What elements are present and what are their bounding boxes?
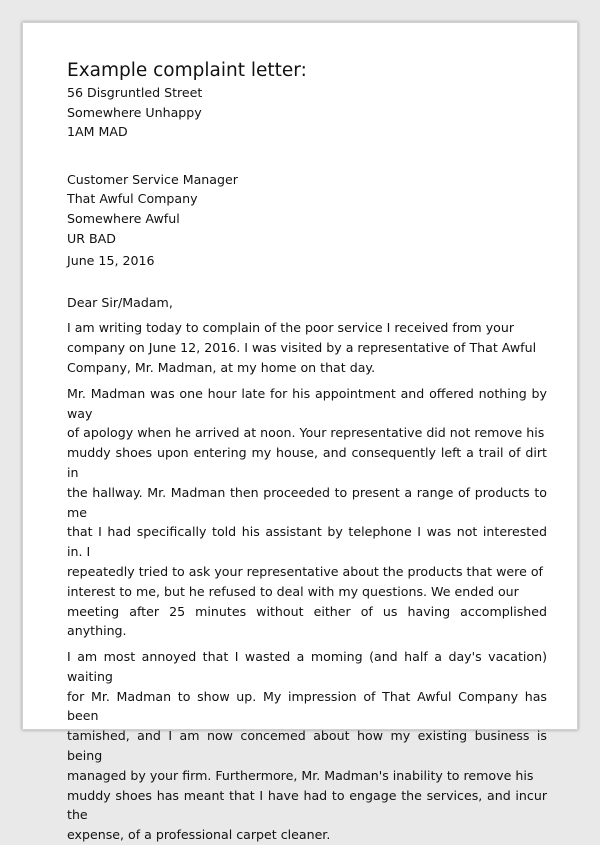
- paragraph-line: tamished, and I am now concemed about how my existing business is being: [67, 728, 547, 764]
- recipient-address-line: Somewhere Awful: [67, 210, 180, 226]
- paragraph-line: for Mr. Madman to show up. My impression of That Awful Company has been: [67, 688, 547, 724]
- recipient-address: [67, 170, 547, 248]
- paragraph-2: [67, 384, 547, 641]
- paragraph-line: of apology when he arrived at noon. Your representative did not remove his: [67, 425, 545, 441]
- letter-title: Example complaint letter:: [67, 60, 307, 81]
- paragraph-line: I am most annoyed that I wasted a moming (and half a day's vacation) waiting: [67, 649, 547, 684]
- paragraph-line: repeatedly tried to ask your representative about the products that were of: [67, 563, 543, 579]
- paragraph-1: [67, 318, 547, 377]
- paragraph-3: [67, 647, 547, 845]
- recipient-address-line: Customer Service Manager: [67, 171, 238, 187]
- sender-address-line: 56 Disgruntled Street: [67, 85, 203, 100]
- sender-address: [67, 83, 547, 142]
- paragraph-line: Company, Mr. Madman, at my home on that day.: [67, 359, 376, 375]
- sender-address-line: Somewhere Unhappy: [67, 104, 202, 120]
- salutation: Dear Sir/Madam,: [67, 294, 173, 310]
- sender-address-line: 1AM MAD: [67, 124, 128, 140]
- paragraph-line: the hallway. Mr. Madman then proceeded to present a range of products to me: [67, 484, 547, 520]
- recipient-address-line: UR BAD: [67, 230, 116, 246]
- recipient-address-line: That Awful Company: [67, 191, 198, 207]
- paragraph-line: muddy shoes has meant that I have had to engage the services, and incur the: [67, 787, 547, 823]
- paragraph-line: company on June 12, 2016. I was visited by a representative of That Awful: [67, 340, 537, 356]
- document-page: [22, 22, 578, 843]
- paragraph-line: Mr. Madman was one hour late for his appointment and offered nothing by way: [67, 385, 547, 421]
- paragraph-line: that I had specifically told his assistant by telephone I was not interested in. I: [67, 524, 547, 560]
- letter-date: June 15, 2016: [67, 253, 155, 269]
- paragraph-line: expense, of a professional carpet cleaner.: [67, 827, 331, 843]
- paragraph-line: meeting after 25 minutes without either of us having accomplished anything.: [67, 603, 547, 639]
- letter-body: [67, 59, 547, 845]
- paragraph-line: muddy shoes upon entering my house, and consequently left a trail of dirt in: [67, 445, 547, 480]
- paragraph-line: I am writing today to complain of the poor service I received from your: [67, 320, 515, 336]
- paragraph-line: managed by your firm. Furthermore, Mr. Madman's inability to remove his: [67, 767, 534, 783]
- paragraph-line: interest to me, but he refused to deal with my questions. We ended our: [67, 583, 519, 599]
